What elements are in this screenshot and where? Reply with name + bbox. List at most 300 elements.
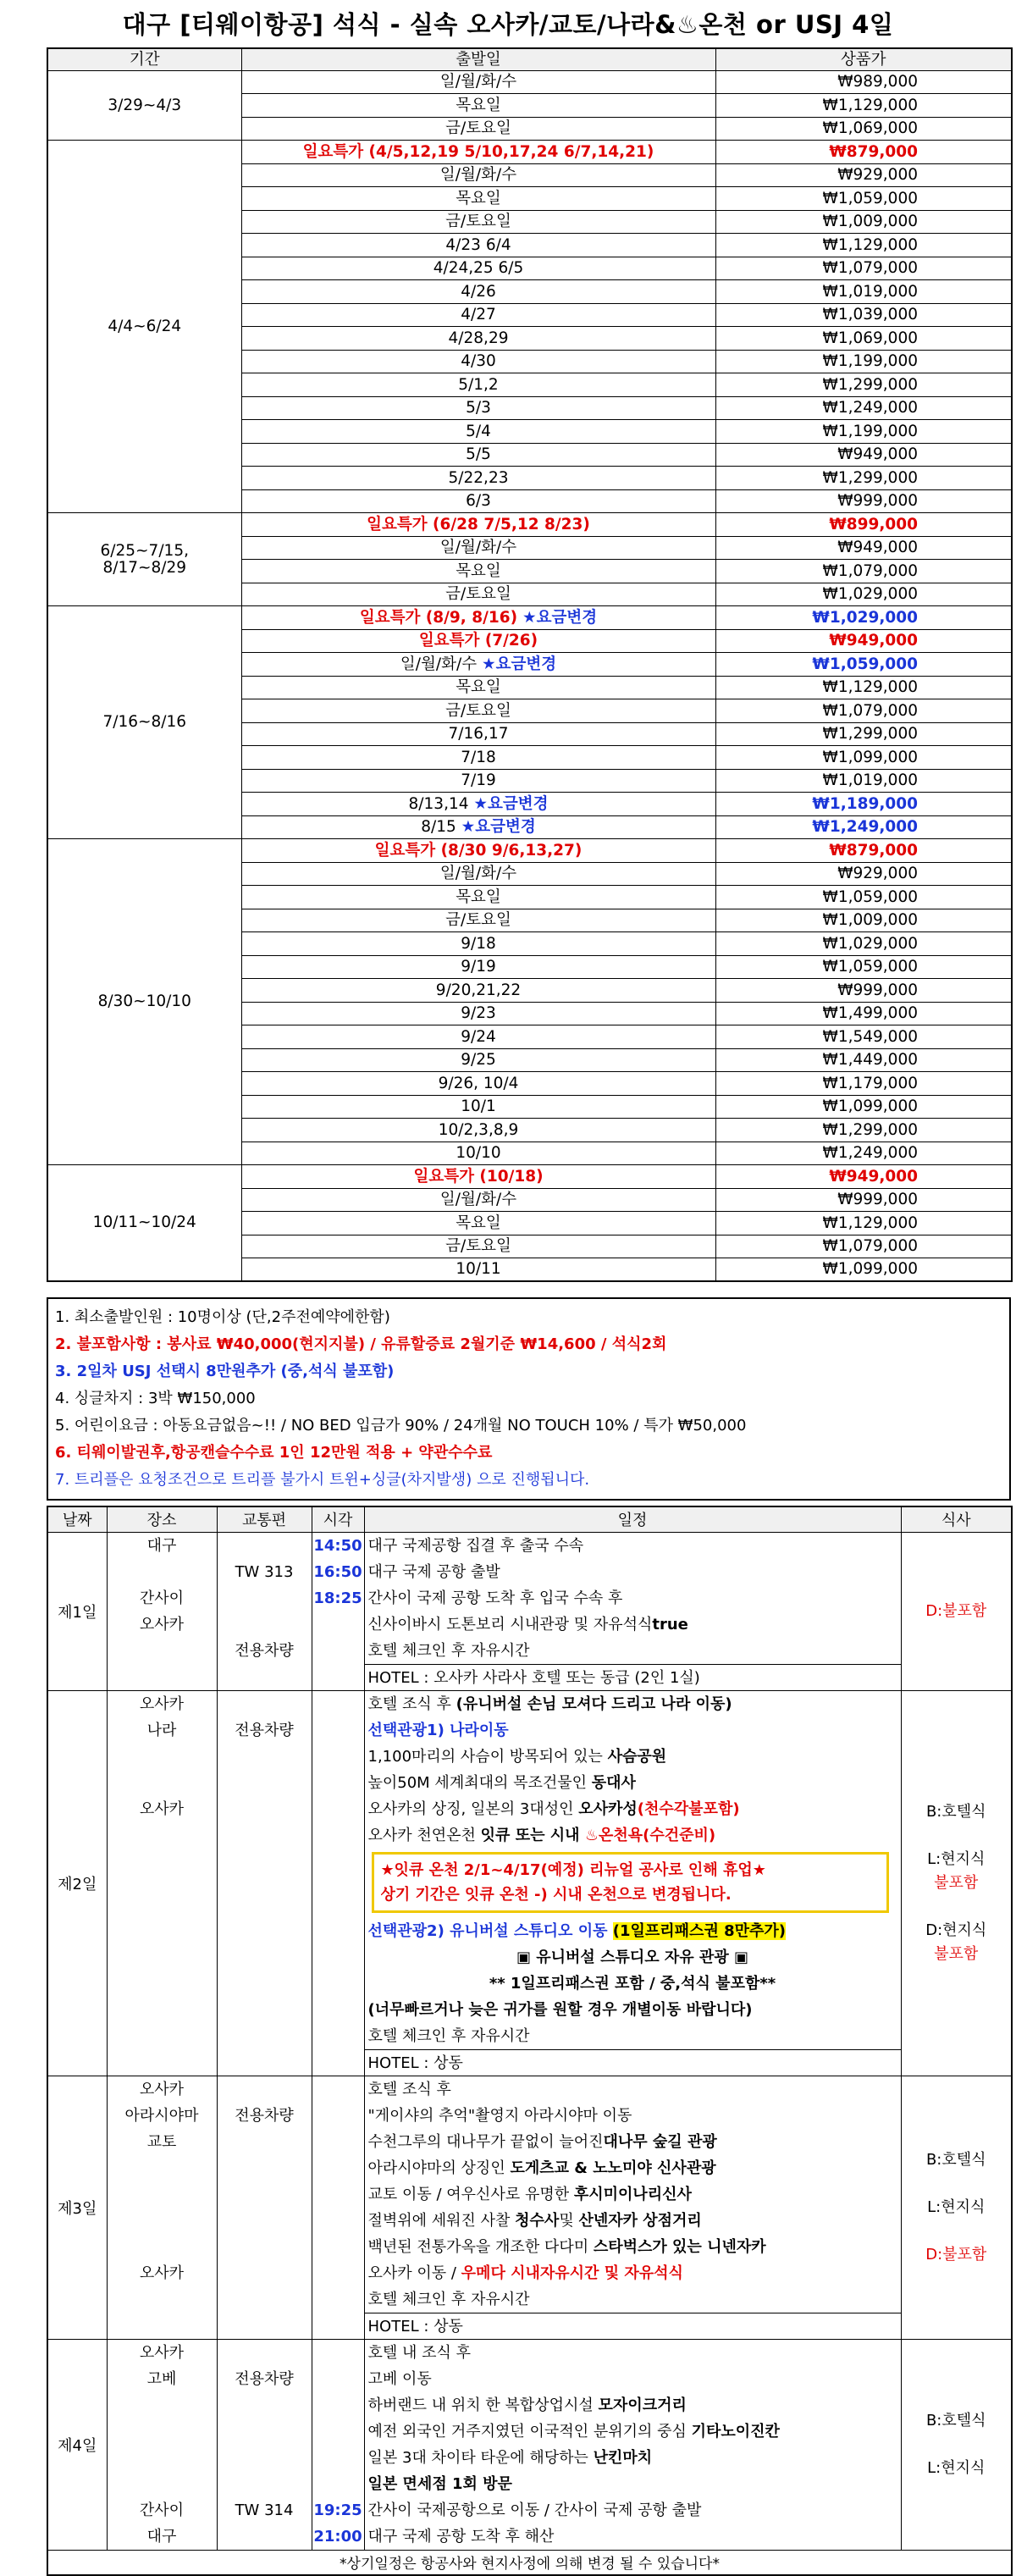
header-time: 시각 — [312, 1506, 364, 1532]
schedule-text: 신사이바시 도톤보리 시내관광 및 자유석식 — [367, 1615, 653, 1633]
schedule-highlight: 기타노이진칸 — [691, 2422, 780, 2441]
schedule-text: 일본 3대 차이타 타운에 해당하는 — [367, 2448, 594, 2467]
schedule-highlight: 대나무 숲길 관광 — [603, 2132, 717, 2151]
schedule-text: 오사카의 상징, 일본의 3대성인 — [367, 1799, 579, 1818]
departure-cell — [241, 1002, 715, 1025]
notice-line: 상기 기간은 잇큐 온천 -) 시내 온천으로 변경됩니다. — [380, 1885, 732, 1904]
price-row — [47, 70, 1012, 94]
period-cell — [47, 606, 241, 839]
departure-text: 7/16,17 — [448, 725, 509, 744]
time-text — [312, 1611, 364, 1638]
place-name: 교토 — [146, 2132, 177, 2151]
departure-text: 목요일 — [456, 189, 501, 207]
departure-cell — [241, 373, 715, 397]
schedule-line — [368, 1744, 897, 1770]
departure-cell — [241, 350, 715, 373]
schedule-highlight: 모자이크거리 — [598, 2396, 687, 2414]
schedule-warning: (천수각불포함) — [637, 1799, 740, 1818]
meal-text: B:호텔식 — [925, 1802, 986, 1821]
meal-text: L:현지식 — [927, 2197, 986, 2216]
schedule-cell — [364, 1532, 901, 1690]
price-cell: ₩1,029,000 — [715, 606, 1012, 630]
price-row — [47, 839, 1012, 863]
meal-text: D:현지식 — [925, 1921, 987, 1939]
place-name — [109, 2181, 215, 2208]
departure-cell — [241, 420, 715, 444]
price-cell: ₩1,299,000 — [715, 373, 1012, 397]
schedule-line — [368, 1691, 897, 1717]
time-text: 14:50 — [313, 1536, 362, 1555]
meal-text — [902, 2172, 1012, 2196]
price-cell: ₩1,029,000 — [715, 932, 1012, 956]
price-cell: ₩1,059,000 — [715, 955, 1012, 979]
departure-text: 목요일 — [456, 887, 501, 906]
meal-text: 불포함 — [934, 1873, 979, 1892]
price-cell: ₩1,079,000 — [715, 560, 1012, 583]
price-cell: ₩1,249,000 — [715, 1142, 1012, 1165]
price-cell: ₩1,099,000 — [715, 746, 1012, 770]
departure-cell — [241, 467, 715, 490]
price-cell: ₩1,249,000 — [715, 396, 1012, 420]
meal-text — [902, 2433, 1012, 2457]
transport-text — [219, 2076, 310, 2103]
schedule-warning: ♨온천욕(수건준비) — [584, 1826, 716, 1844]
departure-cell — [241, 629, 715, 653]
schedule-line — [368, 2286, 897, 2313]
header-place: 장소 — [107, 1506, 217, 1532]
place-cell — [107, 2339, 217, 2550]
departure-text: 금/토요일 — [445, 1237, 511, 1256]
departure-text: 5/3 — [466, 399, 491, 417]
time-text: 19:25 — [313, 2501, 362, 2519]
price-cell: ₩879,000 — [715, 839, 1012, 863]
meal-text: D:불포함 — [925, 1601, 987, 1620]
meal-cell — [901, 1690, 1012, 2076]
price-cell: ₩1,069,000 — [715, 327, 1012, 351]
transport-cell — [217, 1532, 312, 1690]
price-cell: ₩999,000 — [715, 489, 1012, 513]
transport-text — [219, 2445, 310, 2471]
schedule-text: 대구 국제 공항 출발 — [367, 1562, 500, 1581]
place-name: 나라 — [146, 1721, 177, 1739]
departure-cell — [241, 1212, 715, 1235]
price-cell: ₩1,549,000 — [715, 1025, 1012, 1049]
header-departure: 출발일 — [241, 48, 715, 70]
departure-text: 금/토요일 — [445, 119, 511, 138]
price-cell: ₩1,299,000 — [715, 467, 1012, 490]
note-item: 2. 불포함사항 : 봉사료 ₩40,000(현지지불) / 유류할증료 2월기준 ₩14,600 / 석식2회 — [55, 1335, 667, 1353]
departure-text: 목요일 — [456, 96, 501, 114]
schedule-line — [368, 2497, 897, 2523]
schedule-warning: 우메다 시내자유시간 및 자유석식 — [461, 2264, 683, 2282]
departure-cell — [241, 1072, 715, 1096]
price-cell: ₩1,099,000 — [715, 1095, 1012, 1119]
price-table — [47, 47, 1013, 1282]
price-cell: ₩989,000 — [715, 70, 1012, 94]
departure-text: 7/19 — [461, 771, 496, 790]
schedule-line — [368, 2260, 897, 2286]
hotel-info: HOTEL : 상동 — [365, 2313, 901, 2339]
departure-cell — [241, 1119, 715, 1142]
itinerary-day-row — [47, 1532, 1012, 1690]
fare-change-badge: ★요금변경 — [522, 608, 598, 627]
departure-cell — [241, 909, 715, 932]
header-schedule: 일정 — [364, 1506, 901, 1532]
departure-text: 일요특가 (4/5,12,19 5/10,17,24 6/7,14,21) — [302, 142, 654, 161]
price-cell: ₩1,079,000 — [715, 1235, 1012, 1258]
schedule-line — [368, 2340, 897, 2366]
optional-tour-price: (1일프리패스권 8만추가) — [612, 1921, 787, 1940]
meal-text: D:불포함 — [925, 2245, 987, 2264]
departure-cell — [241, 1025, 715, 1049]
departure-text: 5/5 — [466, 445, 491, 464]
place-cell — [107, 1690, 217, 2076]
transport-cell — [217, 2076, 312, 2339]
day-label: 제2일 — [47, 1690, 107, 2076]
departure-cell — [241, 94, 715, 118]
schedule-text: 절벽위에 세워진 사찰 — [367, 2211, 516, 2230]
schedule-text: 하버랜드 내 위치 한 복합상업시설 — [367, 2396, 599, 2414]
place-name — [109, 1770, 215, 1796]
departure-text: 일요특가 (6/28 7/5,12 8/23) — [367, 515, 590, 533]
schedule-text: 오사카 천연온천 — [367, 1826, 481, 1844]
price-cell: ₩1,079,000 — [715, 257, 1012, 280]
day-label: 제4일 — [47, 2339, 107, 2550]
price-cell: ₩1,199,000 — [715, 350, 1012, 373]
departure-cell — [241, 1095, 715, 1119]
departure-text: 9/20,21,22 — [435, 981, 522, 999]
time-cell — [312, 1690, 364, 2076]
transport-text: 전용차량 — [235, 1641, 294, 1660]
time-text: 16:50 — [313, 1562, 362, 1581]
price-cell: ₩949,000 — [715, 536, 1012, 560]
departure-text: 목요일 — [456, 1213, 501, 1232]
departure-text: 4/24,25 6/5 — [433, 259, 524, 278]
schedule-text: 호텔 내 조식 후 — [367, 2343, 471, 2362]
time-cell — [312, 2076, 364, 2339]
departure-cell — [241, 327, 715, 351]
schedule-line-b — [368, 1971, 897, 1997]
departure-cell — [241, 699, 715, 723]
place-cell — [107, 2076, 217, 2339]
schedule-text: 호텔 체크인 후 자유시간 — [367, 2290, 530, 2308]
departure-cell — [241, 141, 715, 164]
itinerary-day-row — [47, 1690, 1012, 2076]
departure-text: 일/월/화/수 — [439, 1191, 517, 1209]
header-period: 기간 — [47, 48, 241, 70]
departure-cell — [241, 513, 715, 537]
departure-cell — [241, 163, 715, 187]
schedule-highlight: 오사카성 — [578, 1799, 638, 1818]
schedule-highlight: (유니버설 손님 모셔다 드리고 나라 이동) — [456, 1694, 732, 1713]
schedule-cell — [364, 1690, 901, 2076]
meal-text — [902, 1895, 1012, 1919]
price-row — [47, 513, 1012, 537]
schedule-text: 간사이 국제 공항 도착 후 입국 수속 후 — [367, 1589, 623, 1607]
transport-text — [219, 2471, 310, 2497]
departure-cell — [241, 1258, 715, 1282]
price-cell: ₩1,179,000 — [715, 1072, 1012, 1096]
price-cell: ₩1,019,000 — [715, 280, 1012, 304]
meal-cell — [901, 2339, 1012, 2550]
schedule-text: 및 — [559, 2211, 579, 2230]
schedule-line — [368, 2155, 897, 2181]
place-name: 오사카 — [139, 1799, 185, 1818]
departure-cell — [241, 676, 715, 699]
departure-cell — [241, 932, 715, 956]
place-name: 아라시야마 — [124, 2106, 199, 2125]
schedule-highlight: true — [652, 1615, 688, 1633]
transport-text — [219, 2340, 310, 2366]
time-text: 18:25 — [313, 1589, 362, 1607]
time-text — [312, 2392, 364, 2418]
departure-text: 6/3 — [466, 492, 491, 511]
period-cell — [47, 141, 241, 513]
departure-text: 8/15 — [421, 818, 456, 837]
departure-text: 9/25 — [461, 1051, 496, 1070]
schedule-line — [368, 1796, 897, 1822]
period-cell — [47, 70, 241, 141]
departure-cell — [241, 769, 715, 793]
departure-cell — [241, 280, 715, 304]
transport-text — [219, 1611, 310, 1638]
departure-text: 일/월/화/수 — [439, 865, 517, 883]
hotel-info: HOTEL : 상동 — [365, 2049, 901, 2076]
price-table-header — [47, 48, 1012, 70]
schedule-line — [368, 1585, 897, 1611]
departure-cell — [241, 583, 715, 606]
period-text: 8/30~10/10 — [97, 992, 191, 1011]
departure-text: 5/1,2 — [458, 375, 499, 394]
departure-cell — [241, 443, 715, 467]
period-text: 3/29~4/3 — [108, 96, 182, 114]
departure-text: 목요일 — [456, 561, 501, 580]
time-cell — [312, 1532, 364, 1690]
transport-text — [219, 1664, 310, 1690]
departure-cell — [241, 187, 715, 211]
departure-text: 금/토요일 — [445, 213, 511, 231]
header-price: 상품가 — [715, 48, 1012, 70]
schedule-line — [368, 2208, 897, 2234]
notice-line: ★잇큐 온천 2/1~4/17(예정) 리뉴얼 공사로 인해 휴업★ — [380, 1860, 766, 1879]
fare-change-badge: ★요금변경 — [461, 818, 536, 837]
schedule-text: 호텔 조식 후 — [367, 1694, 456, 1713]
schedule-line-b — [368, 1944, 897, 1971]
transport-cell — [217, 2339, 312, 2550]
meal-text: L:현지식 — [927, 2458, 986, 2477]
schedule-line-b — [368, 2023, 897, 2049]
itinerary-header — [47, 1506, 1012, 1532]
departure-cell — [241, 653, 715, 677]
schedule-highlight: 후시미이나리신사 — [573, 2185, 692, 2203]
schedule-cell — [364, 2076, 901, 2339]
note-item: 6. 티웨이발권후,항공캔슬수수료 1인 12만원 적용 + 약관수수료 — [55, 1444, 493, 1462]
price-cell: ₩1,129,000 — [715, 234, 1012, 257]
schedule-text: 대구 국제 공항 도착 후 해산 — [367, 2527, 555, 2546]
departure-text: 5/22,23 — [448, 468, 509, 487]
departure-text: 4/28,29 — [448, 329, 509, 347]
departure-cell — [241, 489, 715, 513]
price-cell: ₩929,000 — [715, 862, 1012, 886]
period-text: 4/4~6/24 — [108, 317, 182, 335]
meal-cell — [901, 1532, 1012, 1690]
schedule-text: 예전 외국인 거주지였던 이국적인 분위기의 중심 — [367, 2422, 692, 2441]
departure-cell — [241, 70, 715, 94]
schedule-line — [368, 2523, 897, 2550]
departure-text: 7/18 — [461, 748, 496, 766]
schedule-line — [368, 2366, 897, 2392]
place-name: 오사카 — [139, 2080, 185, 2098]
departure-text: 4/26 — [461, 282, 496, 301]
place-name: 오사카 — [139, 2264, 185, 2282]
place-name: 간사이 — [139, 1589, 185, 1607]
price-cell: ₩1,059,000 — [715, 886, 1012, 909]
transport-text — [219, 2392, 310, 2418]
departure-cell — [241, 1142, 715, 1165]
schedule-text: "게이샤의 추억"촬영지 아라시야마 이동 — [367, 2106, 632, 2125]
price-cell: ₩1,449,000 — [715, 1048, 1012, 1072]
schedule-line — [368, 2418, 897, 2445]
place-name — [109, 1664, 215, 1690]
departure-cell — [241, 746, 715, 770]
price-cell: ₩999,000 — [715, 979, 1012, 1003]
departure-cell — [241, 722, 715, 746]
departure-text: 9/23 — [461, 1004, 496, 1023]
departure-text: 일/월/화/수 — [439, 166, 517, 185]
departure-text: 일/월/화/수 — [439, 539, 517, 557]
schedule-text: 높이50M 세계최대의 목조건물인 — [367, 1773, 592, 1792]
time-text — [312, 2366, 364, 2392]
transport-text — [219, 1691, 310, 1717]
schedule-text: ▣ 유니버설 스튜디오 자유 관광 ▣ — [516, 1948, 748, 1966]
departure-cell — [241, 793, 715, 816]
departure-text: 10/2,3,8,9 — [438, 1120, 519, 1139]
schedule-text: 오사카 이동 / — [367, 2264, 461, 2282]
departure-cell — [241, 210, 715, 234]
price-cell: ₩1,059,000 — [715, 187, 1012, 211]
departure-text: 목요일 — [456, 678, 501, 697]
place-name — [109, 2208, 215, 2234]
departure-cell — [241, 1165, 715, 1189]
price-cell: ₩899,000 — [715, 513, 1012, 537]
departure-cell — [241, 1188, 715, 1212]
schedule-text: 간사이 국제공항으로 이동 / 간사이 국제 공항 출발 — [367, 2501, 702, 2519]
schedule-line — [368, 2103, 897, 2129]
itinerary-day-row — [47, 2339, 1012, 2550]
departure-text: 금/토요일 — [445, 701, 511, 720]
price-cell: ₩1,249,000 — [715, 815, 1012, 839]
departure-text: 9/19 — [461, 958, 496, 976]
departure-cell — [241, 117, 715, 141]
place-name: 오사카 — [139, 2343, 185, 2362]
optional-tour-label: 선택관광2) 유니버설 스튜디오 이동 — [367, 1921, 613, 1940]
note-item: 3. 2일차 USJ 선택시 8만원추가 (중,석식 불포함) — [55, 1363, 395, 1380]
note-item: 1. 최소출발인원 : 10명이상 (단,2주전예약에한함) — [55, 1308, 390, 1326]
schedule-line — [368, 1770, 897, 1796]
price-cell: ₩1,099,000 — [715, 1258, 1012, 1282]
place-name — [109, 2155, 215, 2181]
schedule-cell — [364, 2339, 901, 2550]
transport-text — [219, 1533, 310, 1559]
schedule-line — [368, 1717, 897, 1744]
departure-text: 일요특가 (8/30 9/6,13,27) — [374, 841, 583, 860]
price-cell: ₩1,499,000 — [715, 1002, 1012, 1025]
departure-text: 10/1 — [461, 1097, 496, 1116]
price-cell: ₩949,000 — [715, 1165, 1012, 1189]
departure-text: 9/24 — [461, 1027, 496, 1046]
note-item: 5. 어린이요금 : 아동요금없음~!! / NO BED 입금가 90% / 24개월 NO TOUCH 10% / 특가 ₩50,000 — [55, 1417, 747, 1434]
departure-text: 일/월/화/수 — [439, 73, 517, 91]
meal-text — [902, 1824, 1012, 1848]
price-cell: ₩1,009,000 — [715, 210, 1012, 234]
meal-cell — [901, 2076, 1012, 2339]
header-transport: 교통편 — [217, 1506, 312, 1532]
note-item: 4. 싱글차지 : 3박 ₩150,000 — [55, 1390, 256, 1407]
place-name — [109, 2471, 215, 2497]
transport-text: TW 314 — [235, 2501, 294, 2519]
price-row — [47, 141, 1012, 164]
schedule-text: 일본 면세점 1회 방문 — [367, 2474, 512, 2493]
period-cell — [47, 1165, 241, 1282]
period-text: 10/11~10/24 — [92, 1213, 196, 1232]
schedule-text: 백년된 전통가옥을 개조한 다다미 — [367, 2237, 594, 2256]
schedule-text: 대구 국제공항 집결 후 출국 수속 — [367, 1536, 584, 1555]
price-cell: ₩1,199,000 — [715, 420, 1012, 444]
price-cell: ₩1,299,000 — [715, 722, 1012, 746]
time-text — [312, 2340, 364, 2366]
place-name: 오사카 — [139, 1615, 185, 1633]
time-text — [312, 2418, 364, 2445]
price-row — [47, 1165, 1012, 1189]
hotel-info: HOTEL : 오사카 사라사 호텔 또는 동급 (2인 1실) — [365, 1664, 901, 1690]
departure-text: 일/월/화/수 — [400, 655, 478, 673]
time-text: 21:00 — [313, 2527, 362, 2546]
transport-text — [219, 2418, 310, 2445]
schedule-text: 호텔 체크인 후 자유시간 — [367, 2026, 530, 2045]
schedule-line — [368, 1638, 897, 1664]
schedule-line — [368, 2234, 897, 2260]
meal-text: 불포함 — [934, 1944, 979, 1963]
period-cell — [47, 513, 241, 606]
schedule-text: 수천그루의 대나무가 끝없이 늘어진 — [367, 2132, 604, 2151]
schedule-line — [368, 2181, 897, 2208]
schedule-highlight: 스타벅스가 있는 니넨자카 — [593, 2237, 766, 2256]
itinerary-footer-row — [47, 2550, 1012, 2575]
schedule-highlight: 산넨자카 상점거리 — [578, 2211, 702, 2230]
price-cell: ₩1,019,000 — [715, 769, 1012, 793]
transport-text: 전용차량 — [235, 1721, 294, 1739]
schedule-text: 교토 이동 / 여우신사로 유명한 — [367, 2185, 574, 2203]
departure-text: 4/27 — [461, 306, 496, 324]
fare-change-badge: ★요금변경 — [473, 794, 549, 813]
departure-cell — [241, 303, 715, 327]
place-name: 고베 — [146, 2369, 177, 2388]
note-item: 7. 트리플은 요청조건으로 트리플 불가시 트윈+싱글(차지발생) 으로 진행됩니다. — [55, 1471, 590, 1489]
time-text — [312, 1638, 364, 1664]
schedule-highlight: 도게츠교 & 노노미야 신사관광 — [510, 2159, 716, 2177]
transport-text: TW 313 — [235, 1562, 294, 1581]
schedule-highlight: 잇큐 또는 시내 — [480, 1826, 585, 1844]
schedule-line — [368, 1822, 897, 1849]
schedule-text: 호텔 체크인 후 자유시간 — [367, 1641, 530, 1660]
fare-change-badge: ★요금변경 — [482, 655, 557, 673]
departure-cell — [241, 815, 715, 839]
period-text: 6/25~7/15, — [100, 542, 189, 561]
departure-text: 일요특가 (7/26) — [418, 632, 538, 650]
schedule-highlight: 난킨마치 — [593, 2448, 653, 2467]
meal-text — [902, 2219, 1012, 2243]
departure-cell — [241, 886, 715, 909]
